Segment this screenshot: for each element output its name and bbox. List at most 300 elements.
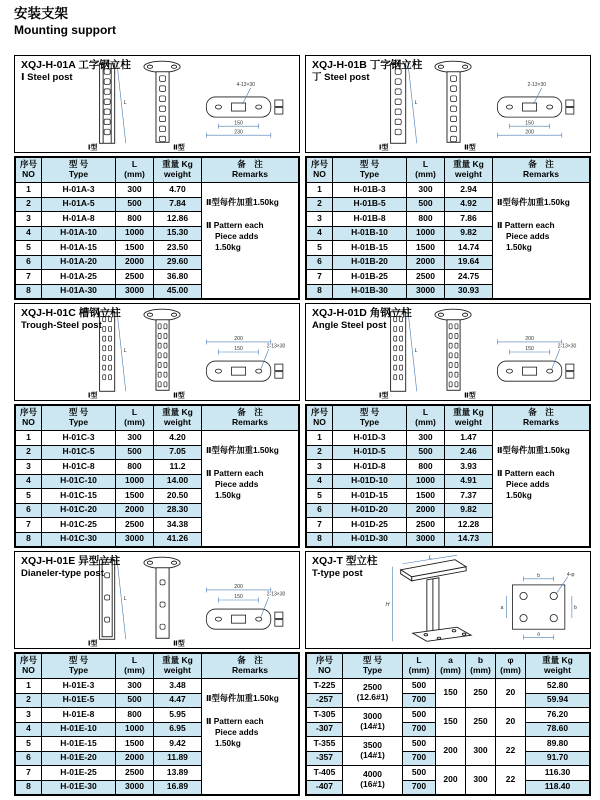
cell-weight: 2.46 [445,445,493,460]
cell-no: 2 [16,693,42,708]
cell-no: 4 [307,474,333,489]
cell-weight: 76.20 [526,708,590,723]
cell-no: T-405 [307,766,343,781]
cell-length: 800 [407,212,445,227]
spec-table [306,653,590,795]
cell-length: 1000 [116,474,154,489]
column-header: L (mm) [116,406,154,431]
panel-title [21,555,120,580]
cell-weight: 7.84 [154,197,202,212]
svg-text:2-13×30: 2-13×30 [266,591,286,598]
cell-a: 150 [436,679,466,708]
cell-type: H-01A-20 [42,255,116,270]
cell-type: H-01A-25 [42,270,116,285]
svg-text:L: L [414,348,418,354]
cell-weight: 11.89 [154,751,202,766]
cell-no: T-225 [307,679,343,694]
cell-type: H-01B-25 [333,270,407,285]
svg-text:L: L [123,596,127,602]
table-row [307,737,590,752]
panel-title-en: Angle Steel post [312,320,387,332]
panel-title-zh: XQJ-H-01D 角钢立柱 [312,307,412,319]
cell-no: 5 [307,241,333,256]
cell-weight: 9.82 [445,503,493,518]
cell-no: 7 [16,270,42,285]
cell-length: 1500 [407,241,445,256]
cell-weight: 78.60 [526,722,590,737]
diagram-box [305,303,591,401]
cell-type: H-01D-10 [333,474,407,489]
cell-weight: 3.48 [154,679,202,694]
cell-type: H-01D-20 [333,503,407,518]
column-header: 序号 NO [16,406,42,431]
cell-no: 6 [307,255,333,270]
cell-length: 500 [116,693,154,708]
cell-length: 2500 [116,766,154,781]
panel-title-zh: XQJ-H-01C 槽钢立柱 [21,307,121,319]
cell-weight: 23.50 [154,241,202,256]
cell-no: 4 [16,226,42,241]
cell-weight: 41.26 [154,532,202,547]
svg-text:150: 150 [234,120,243,127]
spec-table [306,157,590,299]
spec-table [306,405,590,547]
cell-weight: 34.38 [154,518,202,533]
cell-weight: 29.60 [154,255,202,270]
cell-type: H-01A-8 [42,212,116,227]
cell-no: 3 [16,460,42,475]
cell-no: 2 [307,445,333,460]
cell-type: H-01E-30 [42,780,116,795]
cell-no: 6 [16,503,42,518]
cell-length: 500 [403,708,436,723]
cell-type: H-01B-5 [333,197,407,212]
cell-weight: 52.80 [526,679,590,694]
column-header: 重量 Kg weight [445,406,493,431]
svg-text:150: 150 [525,120,534,127]
cell-weight: 7.86 [445,212,493,227]
cell-weight: 9.42 [154,737,202,752]
cell-no: 3 [16,708,42,723]
remarks-zh: Ⅱ型每件加重1.50kg [206,197,279,207]
cell-b: 300 [466,737,496,766]
spec-table [15,405,299,547]
cell-no: 8 [16,532,42,547]
cell-length: 500 [116,445,154,460]
table-wrap [14,156,300,300]
cell-length: 700 [403,722,436,737]
cell-length: 3000 [407,284,445,299]
page-title-zh: 安装支架 [14,6,68,21]
svg-text:Ⅰ型: Ⅰ型 [87,640,98,648]
cell-no: 7 [307,518,333,533]
column-header: 备 注 Remarks [202,158,299,183]
table-row [16,679,299,694]
cell-weight: 3.93 [445,460,493,475]
cell-length: 500 [116,197,154,212]
cell-weight: 14.00 [154,474,202,489]
svg-text:Ⅱ型: Ⅱ型 [464,392,476,400]
svg-text:150: 150 [234,594,243,601]
panel-title [21,307,121,332]
header-row [307,158,590,183]
column-header: φ (mm) [496,654,526,679]
cell-phi: 20 [496,679,526,708]
column-header: 型 号 Type [42,158,116,183]
cell-length: 300 [116,431,154,446]
cell-length: 700 [403,693,436,708]
table-wrap [14,404,300,548]
cell-length: 500 [403,766,436,781]
panel-title [312,59,422,84]
cell-no: 4 [307,226,333,241]
cell-weight: 4.70 [154,183,202,198]
cell-length: 1000 [116,226,154,241]
svg-text:Ⅰ型: Ⅰ型 [87,144,98,152]
column-header: 备 注 Remarks [493,406,590,431]
cell-type: H-01D-8 [333,460,407,475]
remarks-zh: Ⅱ型每件加重1.50kg [497,197,570,207]
column-header: a (mm) [436,654,466,679]
svg-text:L: L [414,100,418,106]
page-title-en: Mounting support [14,22,116,37]
cell-weight: 14.74 [445,241,493,256]
cell-no: 6 [16,255,42,270]
column-header: 重量 Kg weight [154,158,202,183]
panel-title [312,307,412,332]
panel-title-en: Trough-Steel post [21,320,102,332]
diagram-box [305,55,591,153]
svg-text:150: 150 [234,346,243,353]
cell-type: H-01C-30 [42,532,116,547]
remarks-en: Ⅱ Pattern each Piece adds 1.50kg [206,467,264,500]
svg-text:Ⅱ型: Ⅱ型 [173,640,185,648]
cell-type: H-01D-30 [333,532,407,547]
cell-type: H-01A-30 [42,284,116,299]
column-header: 重量 Kg weight [154,654,202,679]
cell-length: 2000 [116,751,154,766]
diagram-box [14,55,300,153]
cell-length: 1500 [116,737,154,752]
cell-type: H-01E-5 [42,693,116,708]
cell-length: 300 [116,183,154,198]
panel-title [312,555,377,580]
cell-type: H-01D-5 [333,445,407,460]
cell-no: 8 [16,780,42,795]
cell-type: H-01B-10 [333,226,407,241]
cell-type: H-01D-15 [333,489,407,504]
svg-text:200: 200 [525,129,534,136]
cell-length: 2500 [116,270,154,285]
cell-weight: 19.64 [445,255,493,270]
cell-length: 1000 [116,722,154,737]
cell-no: 8 [307,284,333,299]
panel-title-en: Dianeler-type post [21,568,104,580]
cell-no: 3 [16,212,42,227]
cell-no: 4 [16,474,42,489]
cell-no: 7 [307,270,333,285]
cell-a: 200 [436,766,466,795]
remarks-zh: Ⅱ型每件加重1.50kg [497,445,570,455]
column-header: 序号 NO [16,654,42,679]
cell-b: 300 [466,766,496,795]
cell-no: 1 [16,431,42,446]
cell-length: 1000 [407,226,445,241]
cell-length: 1000 [407,474,445,489]
cell-length: 1500 [407,489,445,504]
cell-weight: 91.70 [526,751,590,766]
cell-no: -257 [307,693,343,708]
cell-type: H-01E-15 [42,737,116,752]
remarks-en: Ⅱ Pattern each Piece adds 1.50kg [497,467,555,500]
cell-weight: 4.20 [154,431,202,446]
cell-length: 500 [407,197,445,212]
cell-phi: 22 [496,766,526,795]
cell-phi: 22 [496,737,526,766]
cell-type: H-01A-10 [42,226,116,241]
cell-phi: 20 [496,708,526,737]
cell-no: 2 [16,445,42,460]
cell-weight: 30.93 [445,284,493,299]
cell-no: 3 [307,460,333,475]
cell-type: H-01C-25 [42,518,116,533]
header-row [307,406,590,431]
cell-type: 3500 (14#1) [343,737,403,766]
column-header: L (mm) [407,158,445,183]
cell-length: 500 [403,737,436,752]
svg-text:200: 200 [234,584,243,591]
cell-no: 6 [16,751,42,766]
table-row [307,183,590,198]
column-header: 重量 Kg weight [445,158,493,183]
cell-remarks [493,431,590,547]
cell-type: H-01C-15 [42,489,116,504]
cell-weight: 6.95 [154,722,202,737]
cell-type: 4000 (16#1) [343,766,403,795]
cell-weight: 11.2 [154,460,202,475]
svg-text:H: H [385,602,390,609]
column-header: 备 注 Remarks [202,406,299,431]
cell-type: H-01C-8 [42,460,116,475]
cell-length: 300 [407,431,445,446]
cell-length: 2500 [407,518,445,533]
cell-no: 5 [16,489,42,504]
cell-length: 3000 [116,780,154,795]
panel-title-zh: XQJ-H-01B 丁字钢立柱 [312,59,423,71]
cell-weight: 7.05 [154,445,202,460]
cell-weight: 12.28 [445,518,493,533]
cell-type: H-01D-25 [333,518,407,533]
svg-text:Ⅱ型: Ⅱ型 [464,144,476,152]
cell-weight: 89.80 [526,737,590,752]
cell-length: 2000 [407,255,445,270]
column-header: 备 注 Remarks [493,158,590,183]
cell-type: H-01A-15 [42,241,116,256]
cell-no: 1 [307,183,333,198]
cell-no: 5 [16,737,42,752]
cell-no: 5 [16,241,42,256]
cell-length: 2500 [116,518,154,533]
cell-type: H-01A-3 [42,183,116,198]
cell-type: H-01B-20 [333,255,407,270]
column-header: 序号 NO [16,158,42,183]
table-row [307,679,590,694]
header-row [16,158,299,183]
cell-type: H-01E-8 [42,708,116,723]
svg-text:a: a [500,605,504,612]
cell-no: 1 [16,183,42,198]
table-wrap [305,404,591,548]
panel-xqj-h-01d [305,303,591,548]
svg-text:b: b [573,605,577,612]
cell-no: 5 [307,489,333,504]
cell-weight: 24.75 [445,270,493,285]
column-header: L (mm) [116,654,154,679]
cell-type: H-01C-5 [42,445,116,460]
cell-no: -357 [307,751,343,766]
cell-length: 2500 [407,270,445,285]
cell-remarks [202,183,299,299]
cell-weight: 2.94 [445,183,493,198]
panel-title-zh: XQJ-T 型立柱 [312,555,378,567]
remarks-en: Ⅱ Pattern each Piece adds 1.50kg [497,219,555,252]
cell-no: 3 [307,212,333,227]
cell-no: -307 [307,722,343,737]
panel-title-zh: XQJ-H-01E 异型立柱 [21,555,121,567]
table-row [307,708,590,723]
cell-length: 800 [116,708,154,723]
table-wrap [305,652,591,796]
cell-weight: 45.00 [154,284,202,299]
column-header: L (mm) [116,158,154,183]
column-header: 重量 Kg weight [526,654,590,679]
cell-length: 1500 [116,489,154,504]
cell-no: -407 [307,780,343,795]
cell-no: 8 [16,284,42,299]
panel-title-en: Ⅰ Steel post [21,72,73,84]
cell-no: 8 [307,532,333,547]
cell-length: 3000 [407,532,445,547]
panel-xqj-h-01b [305,55,591,300]
cell-no: 1 [307,431,333,446]
cell-weight: 12.86 [154,212,202,227]
panel-title-en: T-type post [312,568,363,580]
panel-title-zh: XQJ-H-01A 工字钢立柱 [21,59,131,71]
cell-length: 2000 [116,255,154,270]
cell-a: 150 [436,708,466,737]
cell-no: 7 [16,518,42,533]
cell-length: 500 [407,445,445,460]
cell-weight: 118.40 [526,780,590,795]
cell-weight: 116.30 [526,766,590,781]
cell-type: H-01B-30 [333,284,407,299]
cell-type: H-01C-10 [42,474,116,489]
cell-length: 300 [116,679,154,694]
cell-type: H-01D-3 [333,431,407,446]
cell-type: H-01E-3 [42,679,116,694]
column-header: 型 号 Type [42,406,116,431]
column-header: 型 号 Type [333,406,407,431]
svg-text:150: 150 [525,346,534,353]
cell-b: 250 [466,679,496,708]
cell-type: H-01A-5 [42,197,116,212]
svg-text:b: b [537,573,541,580]
svg-text:L: L [428,555,432,562]
svg-text:200: 200 [234,336,243,343]
svg-text:Ⅱ型: Ⅱ型 [173,144,185,152]
diagram-box [305,551,591,649]
cell-length: 2000 [407,503,445,518]
panel-xqj-h-01c [14,303,300,548]
diagram-box [14,551,300,649]
cell-no: 2 [16,197,42,212]
column-header: 序号 NO [307,158,333,183]
cell-length: 500 [403,679,436,694]
cell-type: 3000 (14#1) [343,708,403,737]
svg-text:Ⅰ型: Ⅰ型 [378,144,389,152]
cell-length: 3000 [116,532,154,547]
svg-text:230: 230 [234,129,243,136]
remarks-zh: Ⅱ型每件加重1.50kg [206,445,279,455]
cell-weight: 4.91 [445,474,493,489]
column-header: L (mm) [403,654,436,679]
column-header: 序号 NO [307,406,333,431]
cell-weight: 36.80 [154,270,202,285]
svg-text:4-13×30: 4-13×30 [236,81,256,88]
svg-text:Ⅱ型: Ⅱ型 [173,392,185,400]
cell-remarks [493,183,590,299]
cell-remarks [202,431,299,547]
cell-weight: 4.92 [445,197,493,212]
remarks-zh: Ⅱ型每件加重1.50kg [206,693,279,703]
column-header: 型 号 Type [343,654,403,679]
cell-type: 2500 (12.6#1) [343,679,403,708]
table-row [307,431,590,446]
cell-no: 1 [16,679,42,694]
cell-type: H-01C-20 [42,503,116,518]
table-wrap [14,652,300,796]
header-row [16,406,299,431]
cell-length: 800 [116,212,154,227]
cell-length: 1500 [116,241,154,256]
svg-text:Ⅰ型: Ⅰ型 [378,392,389,400]
cell-remarks [202,679,299,795]
cell-no: 2 [307,197,333,212]
cell-a: 200 [436,737,466,766]
svg-text:2-13×30: 2-13×30 [527,81,547,88]
column-header: b (mm) [466,654,496,679]
cell-weight: 59.94 [526,693,590,708]
remarks-en: Ⅱ Pattern each Piece adds 1.50kg [206,715,264,748]
cell-length: 700 [403,780,436,795]
page-title [14,6,116,38]
cell-type: H-01E-20 [42,751,116,766]
column-header: 型 号 Type [333,158,407,183]
column-header: 序号 NO [307,654,343,679]
cell-weight: 14.73 [445,532,493,547]
cell-weight: 5.95 [154,708,202,723]
column-header: 备 注 Remarks [202,654,299,679]
diagram-box [14,303,300,401]
cell-weight: 20.50 [154,489,202,504]
svg-text:L: L [123,100,127,106]
column-header: 型 号 Type [42,654,116,679]
cell-length: 800 [116,460,154,475]
panel-title [21,59,131,84]
cell-no: 4 [16,722,42,737]
svg-text:2-13×30: 2-13×30 [557,343,577,350]
svg-text:2-13×30: 2-13×30 [266,343,286,350]
